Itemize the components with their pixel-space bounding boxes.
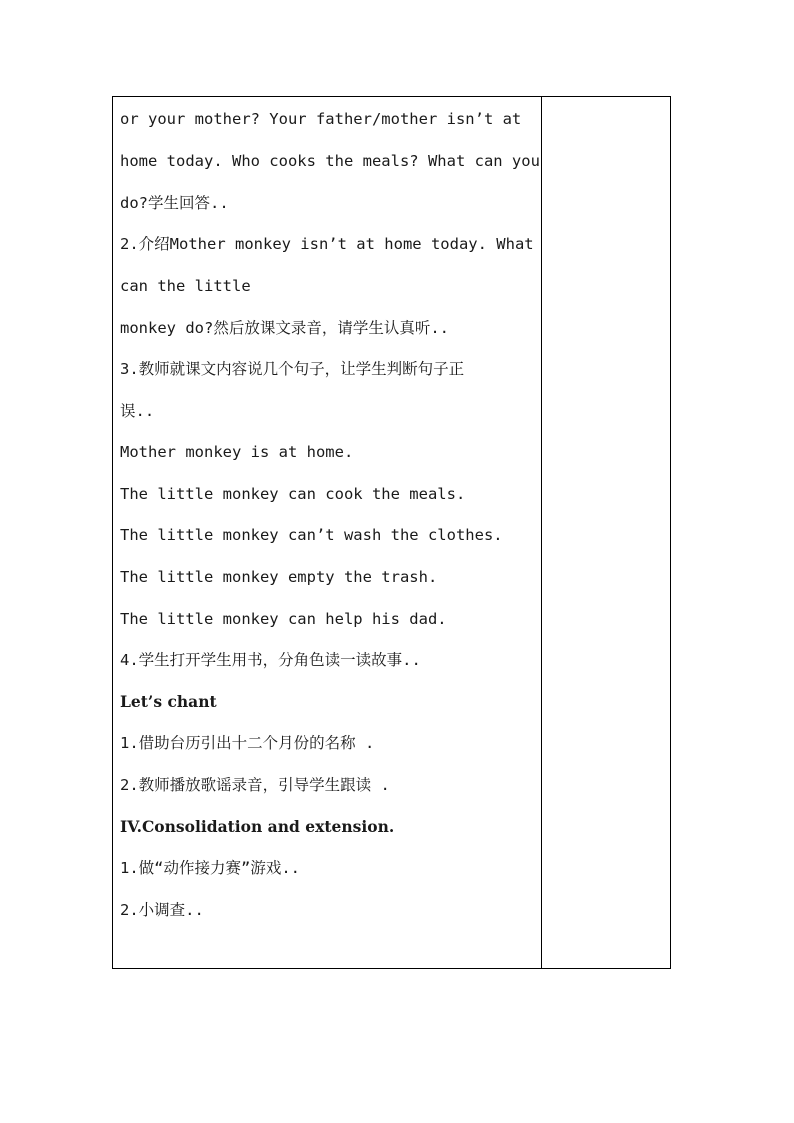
section-heading: Let’s chant <box>120 692 217 711</box>
text-line: The little monkey empty the trash. <box>120 568 438 586</box>
procedure-cell <box>113 97 541 968</box>
text-line: 2.介绍Mother monkey isn’t at home today. What <box>120 235 534 253</box>
text-line: 4.学生打开学生用书，分角色读一读故事.. <box>120 651 421 669</box>
text-line: 2.小调查.. <box>120 901 204 919</box>
text-line: 误.. <box>120 402 155 420</box>
notes-cell <box>542 97 670 968</box>
lesson-plan-table <box>112 96 671 969</box>
text-line: The little monkey can cook the meals. <box>120 485 466 503</box>
section-heading: IV.Consolidation and extension. <box>120 817 395 836</box>
text-line: can the little <box>120 277 251 295</box>
text-line: 3.教师就课文内容说几个句子，让学生判断句子正 <box>120 360 465 378</box>
text-line: home today. Who cooks the meals? What can you <box>120 152 540 170</box>
text-line: 2.教师播放歌谣录音，引导学生跟读 . <box>120 776 390 794</box>
text-line: monkey do?然后放课文录音，请学生认真听.. <box>120 319 449 337</box>
text-line: 1.做“动作接力赛”游戏.. <box>120 859 300 877</box>
text-line: Mother monkey is at home. <box>120 443 354 461</box>
text-line: The little monkey can help his dad. <box>120 610 447 628</box>
text-line: 1.借助台历引出十二个月份的名称 . <box>120 734 375 752</box>
text-line: or your mother? Your father/mother isn’t at <box>120 110 522 128</box>
text-line: The little monkey can’t wash the clothes. <box>120 526 503 544</box>
text-line: do?学生回答.. <box>120 194 229 212</box>
